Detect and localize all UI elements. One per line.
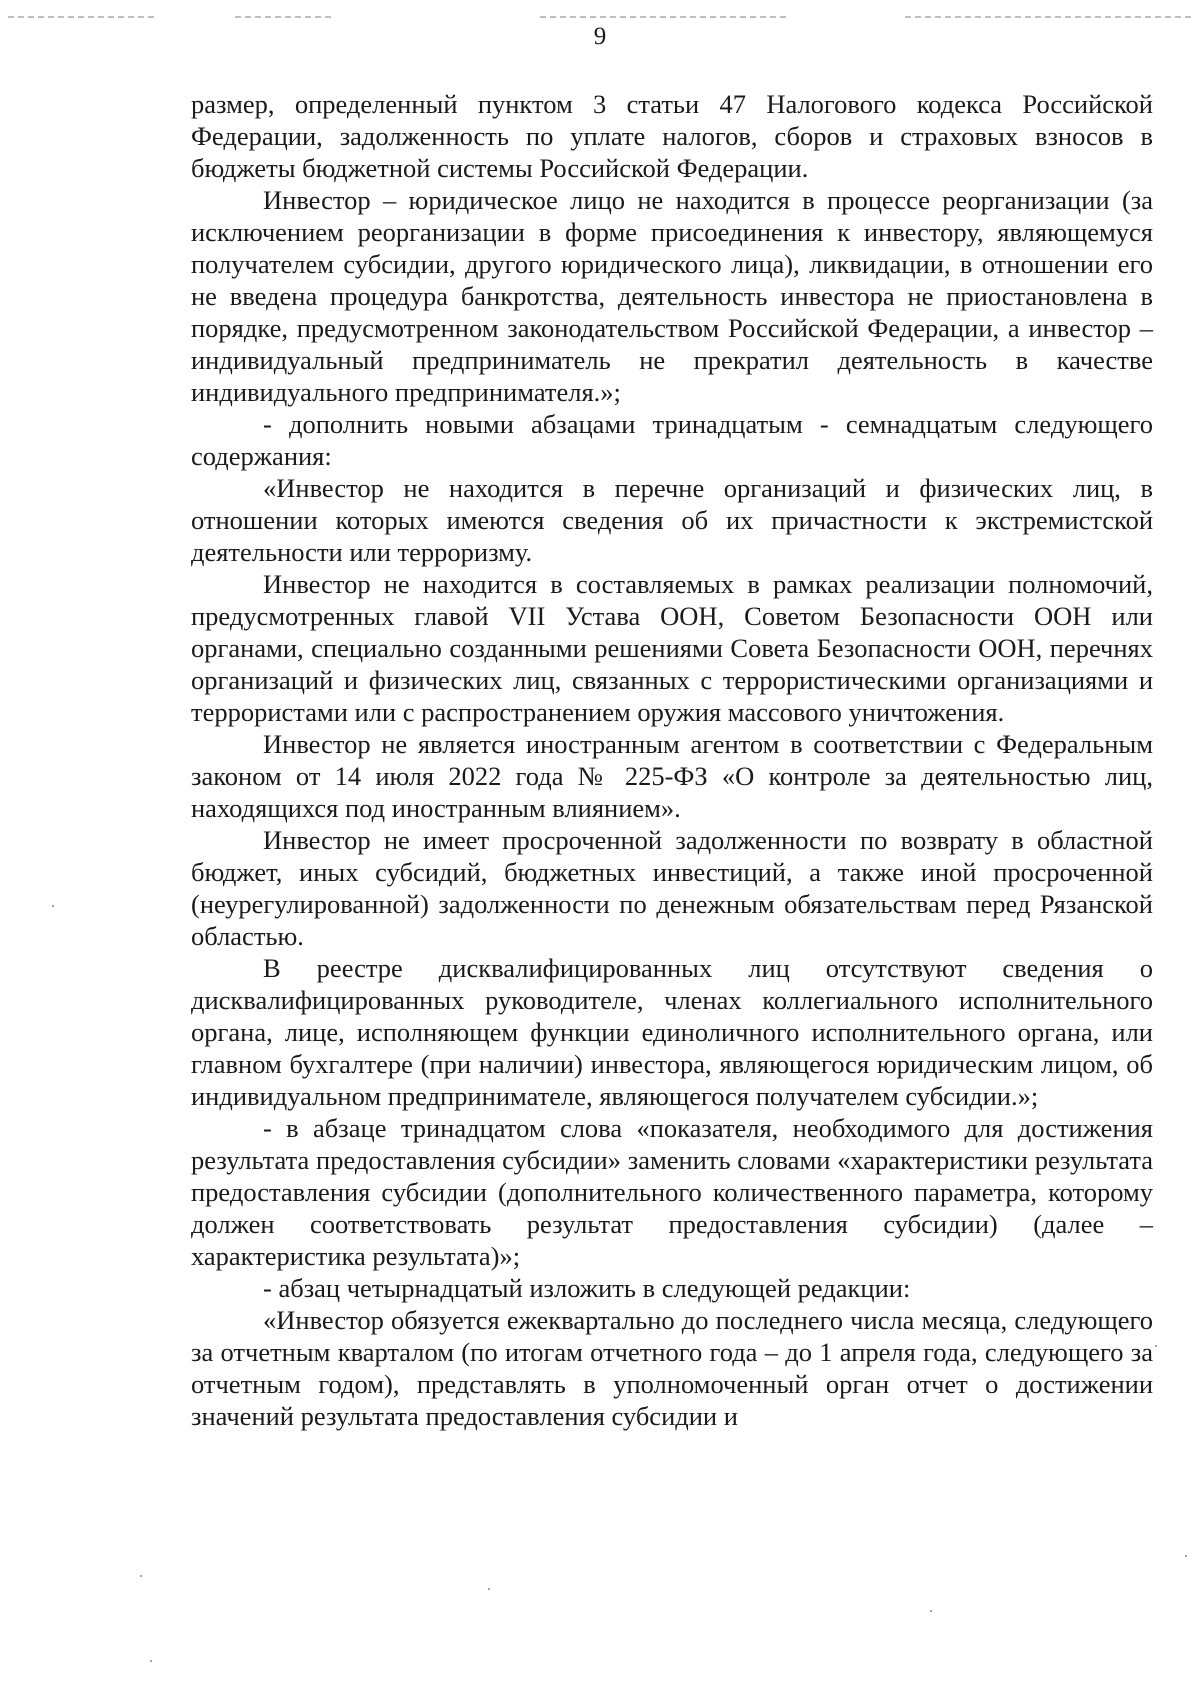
scan-speck (1155, 1345, 1157, 1347)
paragraph-reporting: «Инвестор обязуется ежеквартально до последнего числа месяца, следующего за отчетным кварталом (по итогам отчетного года – до 1 апреля года, следующего за отчетным годом), представлять в уполномоченный орган отчет о достижении значений результата предоставления субсидии и (191, 1305, 1153, 1431)
scan-speck (140, 1575, 142, 1577)
page-number: 9 (593, 23, 607, 50)
paragraph-amendment-replace: - в абзаце тринадцатом слова «показателя, необходимого для достижения результата предоставления субсидии» заменить словами «характеристики результата предоставления субсидии (дополнительного количественного параметра, которому должен соответствовать результат предоставления субсидии) (далее – характеристика результата)»; (191, 1113, 1153, 1271)
paragraph-foreign-agent: Инвестор не является иностранным агентом в соответствии с Федеральным законом от 14 июля 2022 года № 225-ФЗ «О контроле за деятельностью лиц, находящихся под иностранным влиянием». (191, 729, 1153, 823)
scan-speck (1185, 1555, 1187, 1557)
scan-speck (52, 905, 54, 907)
scan-speck (488, 1588, 490, 1590)
paragraph-continuation: размер, определенный пунктом 3 статьи 47 Налогового кодекса Российской Федерации, задолженность по уплате налогов, сборов и страховых взносов в бюджеты бюджетной системы Российской Федерации. (191, 89, 1153, 183)
document-body (191, 88, 1153, 1432)
scan-edge-center (540, 16, 790, 18)
scan-speck (930, 1610, 932, 1612)
scan-edge-left (8, 16, 158, 18)
paragraph-reorganization: Инвестор – юридическое лицо не находится в процессе реорганизации (за исключением реорганизации в форме присоединения к инвестору, являющемуся получателем субсидии, другого юридического лица), ликвидации, в отношении его не введена процедура банкротства, деятельность инвестора не приостановлена в порядке, предусмотренном законодательством Российской Федерации, а инвестор – индивидуальный предприниматель не прекратил деятельность в качестве индивидуального предпринимателя.»; (191, 185, 1153, 407)
scan-edge-right (905, 16, 1195, 18)
scan-edge-mid (235, 16, 335, 18)
scan-speck (150, 1660, 152, 1662)
paragraph-un-lists: Инвестор не находится в составляемых в рамках реализации полномочий, предусмотренных главой VII Устава ООН, Советом Безопасности ООН или органами, специально созданными решениями Совета Безопасности ООН, перечнях организаций и физических лиц, связанных с террористическими организациями и террористами или с распространением оружия массового уничтожения. (191, 569, 1153, 727)
paragraph-extremism: «Инвестор не находится в перечне организаций и физических лиц, в отношении которых имеются сведения об их причастности к экстремистской деятельности или терроризму. (191, 473, 1153, 567)
paragraph-disqualified: В реестре дисквалифицированных лиц отсутствуют сведения о дисквалифицированных руководителе, членах коллегиального исполнительного органа, лице, исполняющем функции единоличного исполнительного органа, или главном бухгалтере (при наличии) инвестора, являющегося юридическим лицом, об индивидуальном предпринимателе, являющегося получателем субсидии.»; (191, 953, 1153, 1111)
paragraph-amendment-add: - дополнить новыми абзацами тринадцатым - семнадцатым следующего содержания: (191, 409, 1153, 471)
paragraph-overdue-debt: Инвестор не имеет просроченной задолженности по возврату в областной бюджет, иных субсидий, бюджетных инвестиций, а также иной просроченной (неурегулированной) задолженности по денежным обязательствам перед Рязанской областью. (191, 825, 1153, 951)
paragraph-amendment-restate: - абзац четырнадцатый изложить в следующей редакции: (263, 1273, 911, 1303)
